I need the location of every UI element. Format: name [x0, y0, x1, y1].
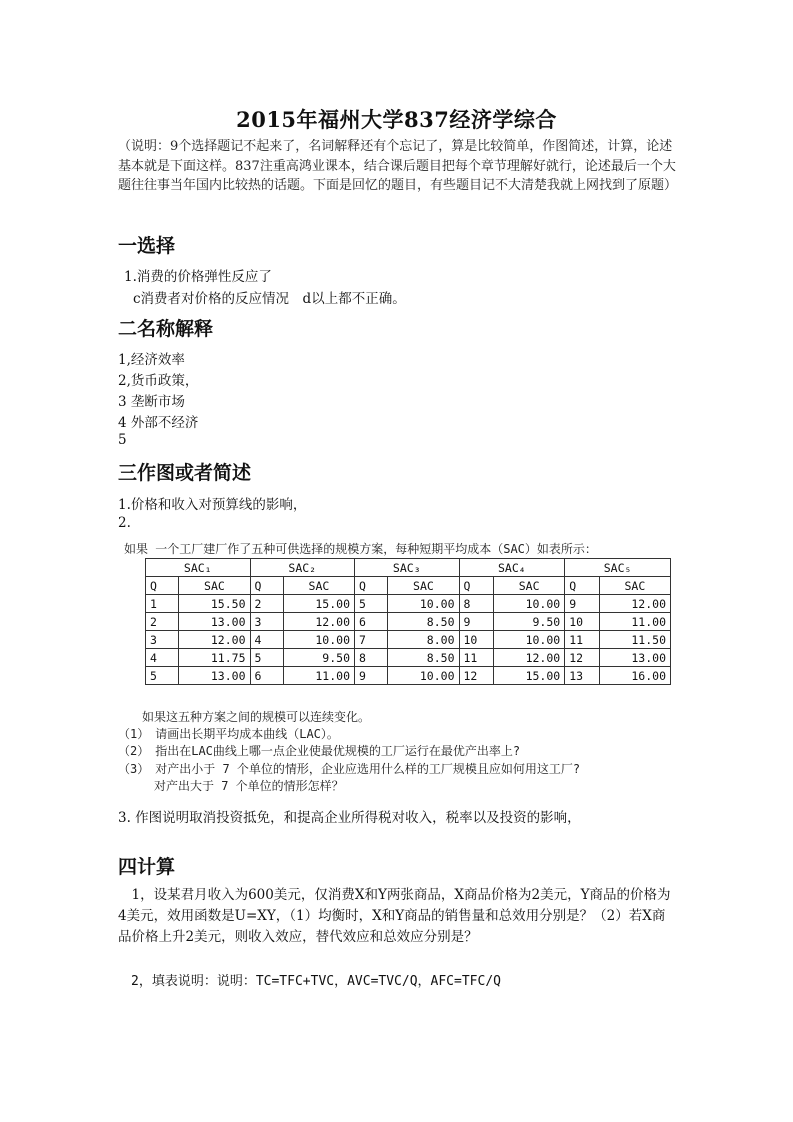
cell-sac: 9.50 [283, 649, 354, 667]
cell-sac: 9.50 [494, 613, 565, 631]
cell-sac: 13.00 [179, 667, 250, 685]
cell-sac: 10.00 [388, 667, 459, 685]
term-item: 4 外部不经济 [118, 415, 199, 431]
column-header-q: Q [459, 577, 494, 595]
calc-question-2: 2，填表说明：说明：TC=TFC+TVC，AVC=TVC/Q，AFC=TFC/Q [118, 974, 501, 989]
table-note: 如果这五种方案之间的规模可以连续变化。 [118, 710, 371, 724]
cell-sac: 8.50 [388, 613, 459, 631]
term-item: 2,货币政策， [118, 373, 199, 389]
cell-sac: 8.50 [388, 649, 459, 667]
table-row [146, 649, 671, 667]
cell-q: 3 [146, 631, 179, 649]
table-note: 对产出大于 7 个单位的情形怎样？ [118, 779, 344, 793]
cell-q: 1 [146, 595, 179, 613]
cell-q: 9 [565, 595, 600, 613]
cell-q: 13 [565, 667, 600, 685]
group-header: SAC₃ [355, 559, 460, 577]
column-header-q: Q [565, 577, 600, 595]
cell-q: 6 [355, 613, 388, 631]
calc-question-1: 1，设某君月收入为600美元，仅消费X和Y两张商品，X商品价格为2美元，Y商品的价格为4美元，效用函数是U=XY，（1）均衡时，X和Y商品的销售量和总效用分别是？（2）若X商品价格上升2美元，则收入效应，替代效应和总效应分别是？ [118, 887, 671, 945]
column-header-q: Q [250, 577, 283, 595]
group-header: SAC₅ [565, 559, 671, 577]
section-heading-graph: 三作图或者简述 [118, 462, 252, 484]
column-header-q: Q [146, 577, 179, 595]
cell-q: 4 [250, 631, 283, 649]
cell-sac: 15.00 [283, 595, 354, 613]
cell-q: 6 [250, 667, 283, 685]
group-header: SAC₁ [146, 559, 251, 577]
cell-q: 9 [459, 613, 494, 631]
choice-question-1-options: c消费者对价格的反应情况 d以上都不正确。 [133, 291, 406, 307]
section-heading-terms: 二名称解释 [118, 318, 214, 340]
cell-sac: 12.00 [179, 631, 250, 649]
table-row [146, 631, 671, 649]
cell-q: 9 [355, 667, 388, 685]
sac-table [145, 558, 671, 685]
column-header-sac: SAC [494, 577, 565, 595]
cell-q: 10 [459, 631, 494, 649]
cell-q: 5 [250, 649, 283, 667]
column-header-sac: SAC [283, 577, 354, 595]
page-title: 2015年福州大学837经济学综合 [236, 107, 557, 132]
cell-sac: 13.00 [599, 649, 670, 667]
term-item: 5 [118, 432, 127, 448]
cell-sac: 13.00 [179, 613, 250, 631]
table-note: （3） 对产出小于 7 个单位的情形，企业应选用什么样的工厂规模且应如何用这工厂? [118, 762, 581, 776]
cell-sac: 11.00 [599, 613, 670, 631]
column-header-sac: SAC [179, 577, 250, 595]
cell-sac: 11.75 [179, 649, 250, 667]
table-note: （1） 请画出长期平均成本曲线（LAC）。 [118, 727, 339, 741]
intro-note: （说明：9个选择题记不起来了，名词解释还有个忘记了，算是比较简单，作图简述，计算，论述基本就是下面这样。837注重高鸿业课本，结合课后题目把每个章节理解好就行，论述最后一个大题往往事当年国内比较热的话题。下面是回忆的题目，有些题目记不大清楚我就上网找到了原题） [118, 139, 678, 193]
cell-sac: 10.00 [494, 595, 565, 613]
table-row [146, 595, 671, 613]
term-item: 3 垄断市场 [118, 394, 185, 410]
term-item: 1,经济效率 [118, 352, 185, 368]
cell-sac: 11.50 [599, 631, 670, 649]
cell-q: 5 [355, 595, 388, 613]
cell-q: 11 [459, 649, 494, 667]
cell-q: 12 [459, 667, 494, 685]
graph-question-3: 3. 作图说明取消投资抵免，和提高企业所得税对收入，税率以及投资的影响， [118, 810, 581, 826]
column-header-q: Q [355, 577, 388, 595]
cell-q: 7 [355, 631, 388, 649]
cell-q: 5 [146, 667, 179, 685]
graph-question-1: 1.价格和收入对预算线的影响， [118, 497, 307, 513]
choice-question-1: 1.消费的价格弹性反应了 [124, 269, 272, 285]
section-heading-choice: 一选择 [118, 235, 176, 257]
cell-sac: 12.00 [599, 595, 670, 613]
cell-sac: 12.00 [283, 613, 354, 631]
table-row [146, 613, 671, 631]
cell-q: 8 [459, 595, 494, 613]
table-row [146, 667, 671, 685]
cell-sac: 15.00 [494, 667, 565, 685]
table-caption: 如果 一个工厂建厂作了五种可供选择的规模方案，每种短期平均成本（SAC）如表所示： [124, 542, 597, 556]
column-header-sac: SAC [388, 577, 459, 595]
cell-sac: 11.00 [283, 667, 354, 685]
cell-q: 2 [146, 613, 179, 631]
cell-sac: 10.00 [388, 595, 459, 613]
column-header-sac: SAC [599, 577, 670, 595]
cell-sac: 8.00 [388, 631, 459, 649]
cell-sac: 12.00 [494, 649, 565, 667]
cell-q: 3 [250, 613, 283, 631]
graph-question-2: 2. [118, 515, 131, 531]
cell-sac: 15.50 [179, 595, 250, 613]
table-note: （2） 指出在LAC曲线上哪一点企业使最优规模的工厂运行在最优产出率上? [118, 744, 521, 758]
table-group-header-row [146, 559, 671, 577]
cell-sac: 16.00 [599, 667, 670, 685]
cell-q: 11 [565, 631, 600, 649]
cell-q: 4 [146, 649, 179, 667]
table-column-header-row [146, 577, 671, 595]
cell-q: 8 [355, 649, 388, 667]
cell-q: 2 [250, 595, 283, 613]
group-header: SAC₂ [250, 559, 355, 577]
cell-sac: 10.00 [494, 631, 565, 649]
cell-sac: 10.00 [283, 631, 354, 649]
cell-q: 10 [565, 613, 600, 631]
cell-q: 12 [565, 649, 600, 667]
group-header: SAC₄ [459, 559, 565, 577]
section-heading-calc: 四计算 [118, 856, 176, 878]
